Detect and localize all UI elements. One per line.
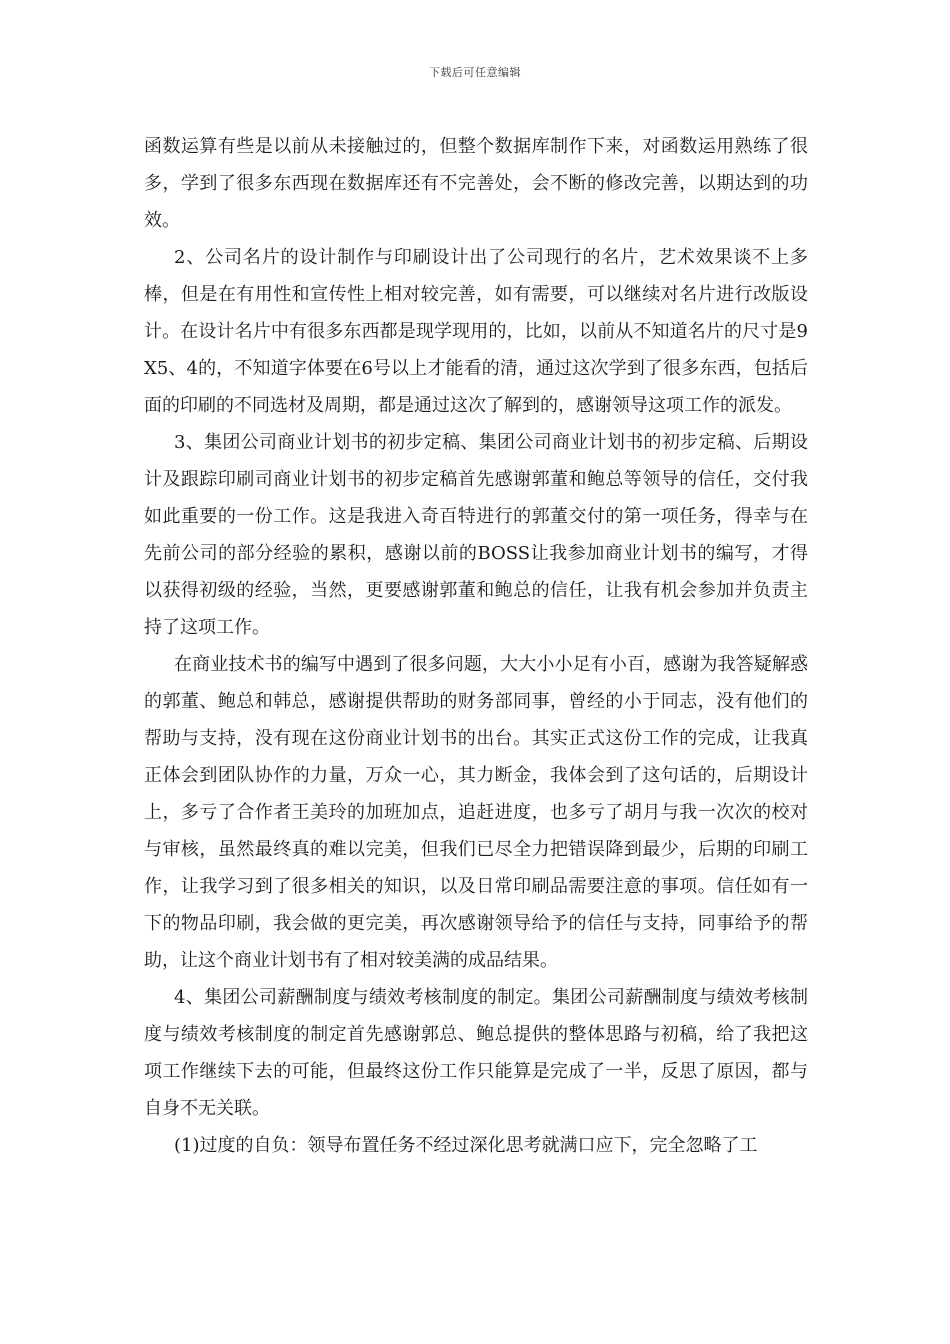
paragraph-5: 4、集团公司薪酬制度与绩效考核制度的制定。集团公司薪酬制度与绩效考核制度与绩效考核制度的制定首先感谢郭总、鲍总提供的整体思路与初稿，给了我把这项工作继续下去的可能，但最终这份工作只能算是完成了一半，反思了原因，都与自身不无关联。 <box>144 987 808 1119</box>
page-header: 下载后可任意编辑 <box>429 66 521 79</box>
paragraph-2: 2、公司名片的设计制作与印刷设计出了公司现行的名片，艺术效果谈不上多棒，但是在有用性和宣传性上相对较完善，如有需要，可以继续对名片进行改版设计。在设计名片中有很多东西都是现学现用的，比如，以前从不知道名片的尺寸是9X5、4的，不知道字体要在6号以上才能看的清，通过这次学到了很多东西，包括后面的印刷的不同选材及周期，都是通过这次了解到的，感谢领导这项工作的派发。 <box>144 247 808 416</box>
paragraph-4: 在商业技术书的编写中遇到了很多问题，大大小小足有小百，感谢为我答疑解惑的郭董、鲍总和韩总，感谢提供帮助的财务部同事，曾经的小于同志，没有他们的帮助与支持，没有现在这份商业计划书的出台。其实正式这份工作的完成，让我真正体会到团队协作的力量，万众一心，其力断金，我体会到了这句话的，后期设计上，多亏了合作者王美玲的加班加点，追赶进度，也多亏了胡月与我一次次的校对与审核，虽然最终真的难以完美，但我们已尽全力把错误降到最少，后期的印刷工作，让我学习到了很多相关的知识，以及日常印刷品需要注意的事项。信任如有一下的物品印刷，我会做的更完美，再次感谢领导给予的信任与支持，同事给予的帮助，让这个商业计划书有了相对较美满的成品结果。 <box>144 654 808 971</box>
paragraph-3: 3、集团公司商业计划书的初步定稿、集团公司商业计划书的初步定稿、后期设计及跟踪印刷司商业计划书的初步定稿首先感谢郭董和鲍总等领导的信任，交付我如此重要的一份工作。这是我进入奇百特进行的郭董交付的第一项任务，得幸与在先前公司的部分经验的累积，感谢以前的BOSS让我参加商业计划书的编写，才得以获得初级的经验，当然，更要感谢郭董和鲍总的信任，让我有机会参加并负责主持了这项工作。 <box>144 432 808 638</box>
document-body <box>144 128 808 1164</box>
paragraph-1: 函数运算有些是以前从未接触过的，但整个数据库制作下来，对函数运用熟练了很多，学到了很多东西现在数据库还有不完善处，会不断的修改完善，以期达到的功效。 <box>144 136 808 231</box>
paragraph-6: (1)过度的自负：领导布置任务不经过深化思考就满口应下，完全忽略了工 <box>174 1135 758 1156</box>
